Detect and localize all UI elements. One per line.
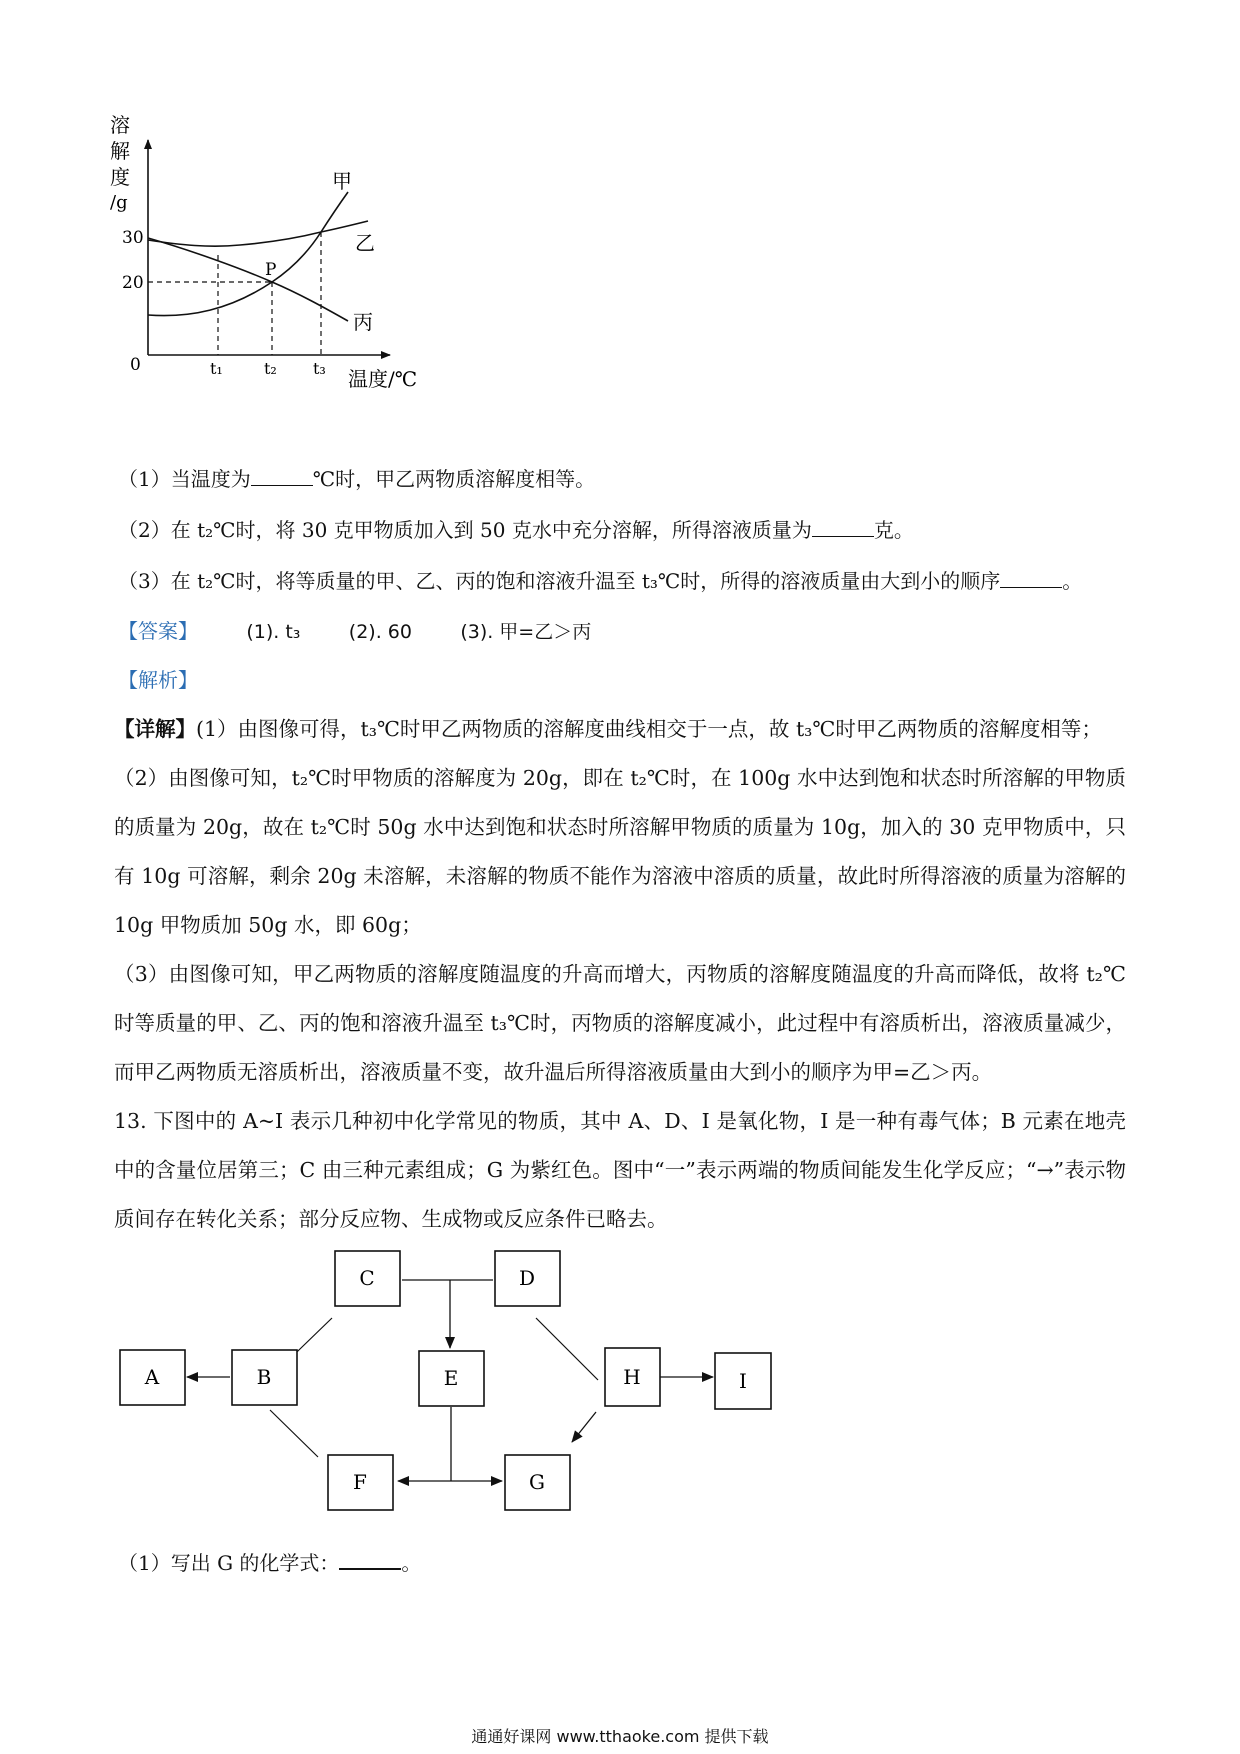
question-13-text: 13. 下图中的 A~I 表示几种初中化学常见的物质，其中 A、D、I 是氧化物，I 是一种有毒气体；B 元素在地壳中的含量位居第三；C 由三种元素组成；G 为紫红色。图中“一”表示两端的物质间能发生化学反应；“→”表示物质间存在转化关系；部分反应物、生成物或反应条件已略去。 — [114, 1109, 1126, 1231]
node-b: B — [256, 1365, 272, 1389]
answer-blank-13-1[interactable] — [339, 1550, 401, 1570]
origin-label: 0 — [130, 355, 141, 375]
curve-label-jia: 甲 — [332, 169, 352, 193]
y-axis-char-2: 解 — [110, 139, 130, 163]
node-d: D — [518, 1266, 536, 1290]
answer-item-1: (1). t₃ — [246, 621, 301, 643]
link-d-h — [536, 1318, 598, 1380]
answer-item-2: (2). 60 — [348, 621, 412, 643]
curve-label-bing: 丙 — [353, 310, 373, 334]
curve-yi — [148, 221, 368, 246]
node-f: F — [353, 1470, 367, 1494]
node-g: G — [529, 1470, 545, 1494]
answer-blank-2[interactable] — [812, 518, 874, 537]
answer-line — [118, 617, 591, 646]
y-axis-char-3: 度 — [110, 165, 130, 189]
detail-paragraph-3: （3）由图像可知，甲乙两物质的溶解度随温度的升高而增大，丙物质的溶解度随温度的升高而降低，故将 t₂℃时等质量的甲、乙、丙的饱和溶液升温至 t₃℃时，丙物质的溶解度减小，此过程中有溶质析出，溶液质量减少，而甲乙两物质无溶质析出，溶液质量不变，故升温后所得溶液质量由大到小的顺序为甲=乙＞丙。 — [114, 962, 1126, 1084]
analysis-tag: 【解析】 — [118, 668, 198, 692]
node-a: A — [144, 1365, 160, 1389]
y-axis-char-4: /g — [110, 192, 128, 213]
x-axis-label: 温度/℃ — [348, 367, 418, 391]
reaction-diagram — [110, 1245, 790, 1515]
question-2: （2）在 t₂℃时，将 30 克甲物质加入到 50 克水中充分溶解，所得溶液质量为 克。 — [118, 518, 914, 542]
link-b-f — [270, 1410, 318, 1457]
detail-paragraph-1: 【详解】(1）由图像可得，t₃℃时甲乙两物质的溶解度曲线相交于一点，故 t₃℃时甲乙两物质的溶解度相等； — [114, 717, 1102, 741]
arrow-h-g — [572, 1412, 596, 1442]
x-tick-t2: t₂ — [264, 359, 277, 378]
question-13-1: （1）写出 G 的化学式： 。 — [118, 1551, 422, 1575]
question-1: （1）当温度为 ℃时，甲乙两物质溶解度相等。 — [118, 467, 596, 491]
analysis-line — [118, 666, 198, 694]
x-tick-t3: t₃ — [313, 359, 326, 378]
node-e: E — [443, 1366, 459, 1390]
detail-tag: 【详解】 — [114, 717, 196, 741]
curve-bing — [148, 238, 348, 321]
answer-item-3: (3). 甲=乙＞丙 — [460, 621, 592, 643]
page-footer: 通通好课网 www.tthaoke.com 提供下载 — [471, 1727, 769, 1746]
x-tick-t1: t₁ — [210, 359, 223, 378]
y-tick-20: 20 — [122, 273, 144, 293]
y-tick-30: 30 — [122, 228, 144, 248]
y-axis-char-1: 溶 — [110, 113, 130, 137]
curve-label-yi: 乙 — [355, 231, 375, 255]
answer-tag: 【答案】 — [118, 619, 198, 643]
detail-paragraph-2: （2）由图像可知，t₂℃时甲物质的溶解度为 20g，即在 t₂℃时，在 100g 水中达到饱和状态时所溶解的甲物质的质量为 20g，故在 t₂℃时 50g 水中达到饱和状态时所溶解甲物质的质量为 10g，加入的 30 克甲物质中，只有 10g 可溶解，剩余 20g 未溶解，未溶解的物质不能作为溶液中溶质的质量，故此时所得溶液的质量为溶解的 10g 甲物质加 50g 水，即 60g； — [114, 766, 1126, 937]
node-c: C — [359, 1266, 375, 1290]
solubility-chart — [100, 110, 480, 440]
node-h: H — [623, 1365, 641, 1389]
answer-blank-3[interactable] — [1000, 569, 1062, 588]
node-i: I — [739, 1369, 747, 1393]
point-p-label: P — [265, 260, 277, 280]
curve-jia — [148, 192, 348, 316]
question-3: （3）在 t₂℃时，将等质量的甲、乙、丙的饱和溶液升温至 t₃℃时，所得的溶液质量由大到小的顺序 。 — [118, 569, 1083, 593]
answer-blank-1[interactable] — [251, 467, 313, 486]
